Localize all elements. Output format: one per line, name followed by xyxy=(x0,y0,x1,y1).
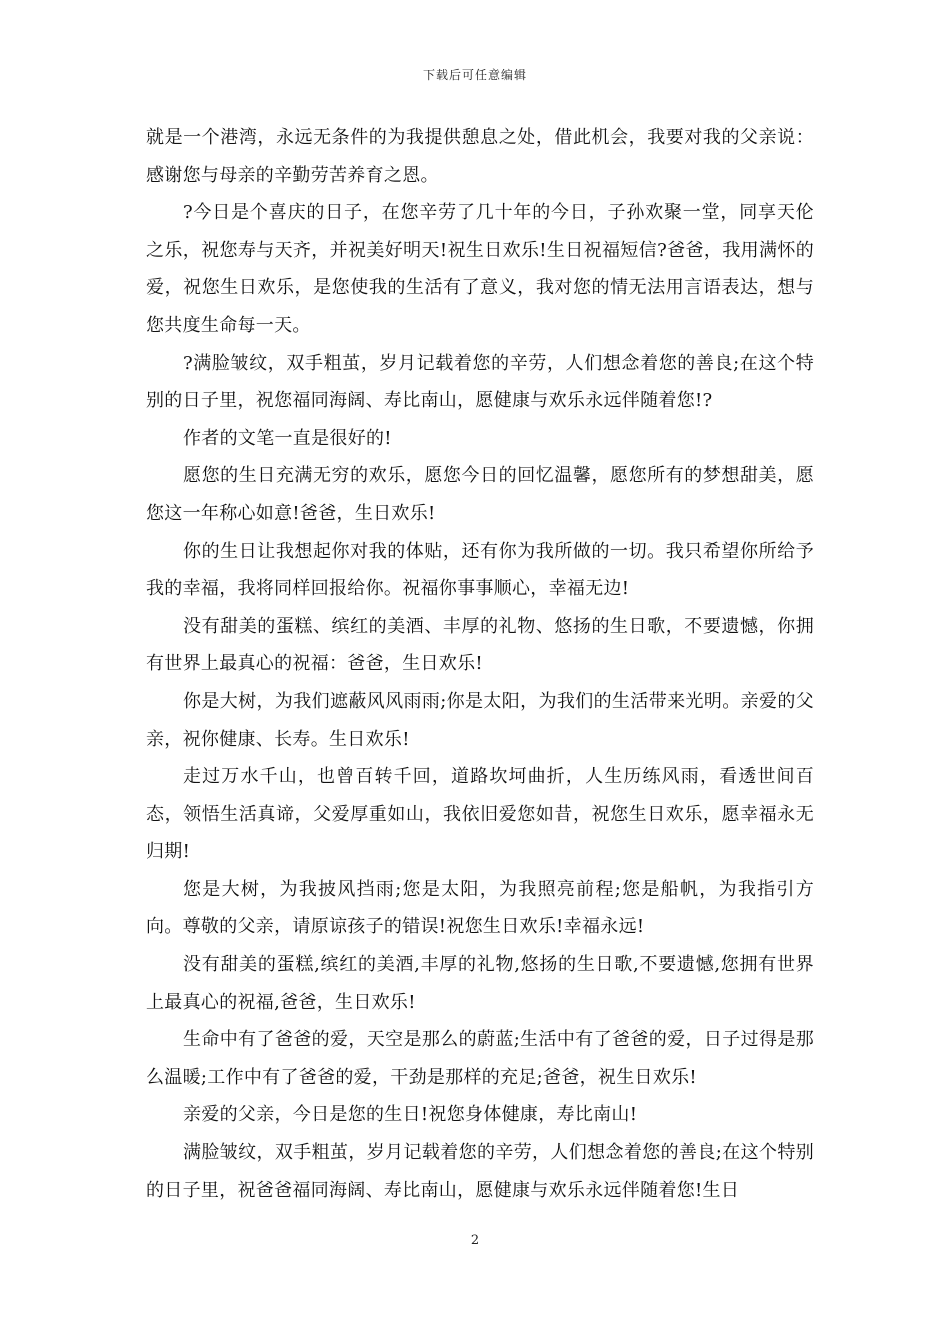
paragraph: ?今日是个喜庆的日子，在您辛劳了几十年的今日，子孙欢聚一堂，同享天伦之乐，祝您寿与天齐，并祝美好明天!祝生日欢乐!生日祝福短信?爸爸，我用满怀的爱，祝您生日欢乐，是您使我的生活有了意义，我对您的情无法用言语表达，想与您共度生命每一天。 xyxy=(146,202,814,336)
page-number: 2 xyxy=(470,1233,480,1248)
paragraph: 你是大树，为我们遮蔽风风雨雨;你是太阳，为我们的生活带来光明。亲爱的父亲，祝你健康、长寿。生日欢乐! xyxy=(146,690,814,750)
paragraph: 生命中有了爸爸的爱，天空是那么的蔚蓝;生活中有了爸爸的爱，日子过得是那么温暖;工作中有了爸爸的爱，干劲是那样的充足;爸爸，祝生日欢乐! xyxy=(146,1029,814,1088)
paragraph: 亲爱的父亲，今日是您的生日!祝您身体健康，寿比南山! xyxy=(183,1104,638,1126)
paragraph: 没有甜美的蛋糕、缤红的美酒、丰厚的礼物、悠扬的生日歌，不要遗憾，你拥有世界上最真心的祝福：爸爸，生日欢乐! xyxy=(146,615,814,675)
paragraph: 没有甜美的蛋糕,缤红的美酒,丰厚的礼物,悠扬的生日歌,不要遗憾,您拥有世界上最真心的祝福,爸爸，生日欢乐! xyxy=(146,954,814,1013)
paragraph: 作者的文笔一直是很好的! xyxy=(183,427,392,449)
paragraph: ?满脸皱纹，双手粗茧，岁月记载着您的辛劳，人们想念着您的善良;在这个特别的日子里，祝您福同海阔、寿比南山，愿健康与欢乐永远伴随着您!? xyxy=(146,352,814,412)
paragraph: 满脸皱纹，双手粗茧，岁月记载着您的辛劳，人们想念着您的善良;在这个特别的日子里，祝爸爸福同海阔、寿比南山，愿健康与欢乐永远伴随着您!生日 xyxy=(146,1142,814,1201)
paragraph: 走过万水千山，也曾百转千回，道路坎坷曲折，人生历练风雨，看透世间百态，领悟生活真谛，父爱厚重如山，我依旧爱您如昔，祝您生日欢乐，愿幸福永无归期! xyxy=(146,766,814,863)
paragraph: 您是大树，为我披风挡雨;您是太阳，为我照亮前程;您是船帆，为我指引方向。尊敬的父亲，请原谅孩子的错误!祝您生日欢乐!幸福永远! xyxy=(146,878,814,938)
body-text xyxy=(146,119,814,1209)
paragraph: 就是一个港湾，永远无条件的为我提供憩息之处，借此机会，我要对我的父亲说：感谢您与母亲的辛勤劳苦养育之恩。 xyxy=(146,127,814,186)
paragraph: 你的生日让我想起你对我的体贴，还有你为我所做的一切。我只希望你所给予我的幸福，我将同样回报给你。祝福你事事顺心，幸福无边! xyxy=(146,540,814,600)
paragraph: 愿您的生日充满无穷的欢乐，愿您今日的回忆温馨，愿您所有的梦想甜美，愿您这一年称心如意!爸爸，生日欢乐! xyxy=(146,465,814,524)
page-header: 下载后可任意编辑 xyxy=(422,68,527,82)
